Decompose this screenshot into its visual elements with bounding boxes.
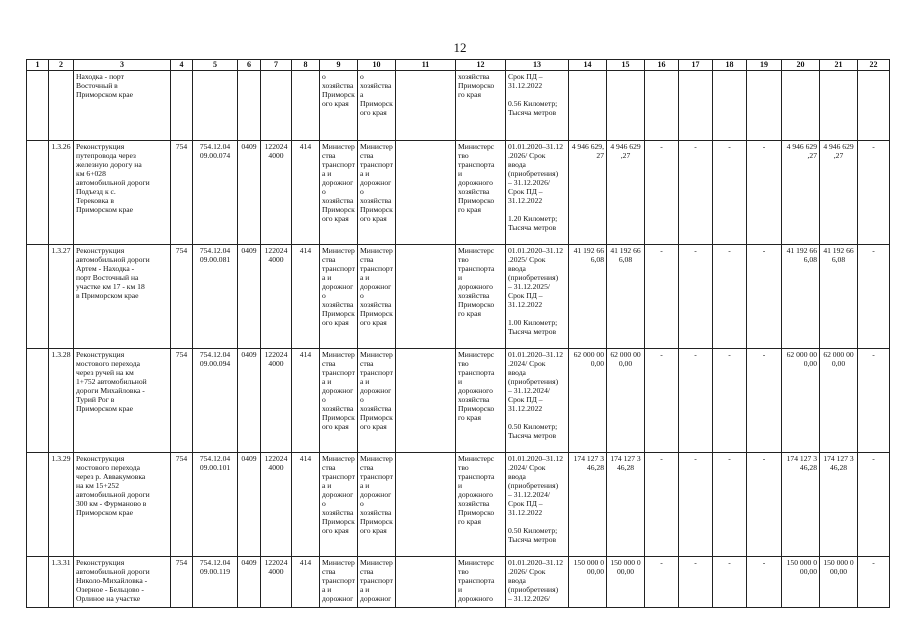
table-cell	[74, 349, 171, 453]
cell-text: о хозяйства Приморск ого края	[322, 72, 355, 108]
cell-text: Министер ства транспорт а и дорожног о хозяйства Приморск ого края	[322, 350, 355, 431]
table-cell	[858, 453, 890, 557]
cell-text: 122024 4000	[264, 246, 288, 264]
table-cell	[27, 141, 49, 245]
cell-text: 1.3.26	[51, 142, 71, 151]
investment-table	[26, 59, 890, 608]
table-cell	[679, 141, 713, 245]
cell-text: -	[694, 142, 697, 151]
table-cell	[456, 349, 506, 453]
table-cell	[820, 71, 858, 141]
cell-text: 1.3.29	[51, 454, 71, 463]
cell-text: 0409	[241, 246, 257, 255]
cell-text: -	[762, 454, 766, 463]
cell-text: -	[728, 142, 731, 151]
table-cell	[396, 71, 456, 141]
table-cell	[858, 71, 890, 141]
cell-text: 01.01.2020–31.12 .2025/ Срок ввода (приобретения) – 31.12.2025/ Срок ПД – 31.12.2022 1.00 Километр; Тысяча метров	[508, 246, 564, 336]
cell-text: -	[872, 454, 875, 463]
table-cell	[713, 557, 747, 608]
table-cell	[49, 71, 74, 141]
table-cell	[396, 245, 456, 349]
table-cell	[74, 453, 171, 557]
table-cell	[607, 245, 645, 349]
cell-text: -	[872, 350, 875, 359]
table-cell	[820, 141, 858, 245]
cell-text: -	[728, 246, 731, 255]
table-cell	[358, 71, 396, 141]
cell-text: -	[694, 246, 697, 255]
cell-text: -	[872, 246, 875, 255]
column-header: 18	[713, 60, 747, 71]
table-cell	[645, 349, 679, 453]
table-cell	[261, 71, 292, 141]
cell-text: -	[728, 454, 731, 463]
cell-text: 122024 4000	[264, 142, 288, 160]
cell-text: Министер ства транспорт а и дорожног	[322, 558, 355, 603]
cell-text: 4 946 629 ,27	[786, 142, 817, 160]
table-cell	[679, 453, 713, 557]
cell-text: 754	[175, 454, 188, 463]
table-cell	[607, 349, 645, 453]
table-cell	[506, 349, 569, 453]
table-cell	[747, 245, 782, 349]
column-header: 2	[49, 60, 74, 71]
table-cell	[171, 71, 193, 141]
cell-text: -	[660, 142, 663, 151]
table-cell	[27, 245, 49, 349]
cell-text: 414	[299, 454, 312, 463]
cell-text: 754.12.04 09.00.074	[199, 142, 231, 160]
column-header: 20	[782, 60, 820, 71]
table-cell	[292, 141, 320, 245]
cell-text: 754.12.04 09.00.101	[199, 454, 231, 472]
table-cell	[679, 349, 713, 453]
table-cell	[27, 71, 49, 141]
table-row	[27, 349, 890, 453]
cell-text: Срок ПД – 31.12.2022 0.56 Километр; Тысяча метров	[508, 72, 558, 117]
table-cell	[27, 557, 49, 608]
table-cell	[607, 141, 645, 245]
table-cell	[238, 349, 261, 453]
table-cell	[292, 557, 320, 608]
table-cell	[292, 245, 320, 349]
column-header: 12	[456, 60, 506, 71]
table-cell	[27, 453, 49, 557]
table-cell	[193, 141, 238, 245]
table-cell	[320, 349, 358, 453]
table-cell	[506, 71, 569, 141]
cell-text: Министер ства транспорт а и дорожног	[360, 558, 393, 603]
table-cell	[292, 453, 320, 557]
table-cell	[569, 349, 607, 453]
cell-text: 41 192 66 6,08	[823, 246, 854, 264]
column-number-row	[27, 60, 890, 71]
table-cell	[193, 245, 238, 349]
column-header: 22	[858, 60, 890, 71]
cell-text: 4 946 629, 27	[571, 142, 604, 160]
table-cell	[782, 453, 820, 557]
table-cell	[713, 141, 747, 245]
cell-text: 414	[299, 558, 312, 567]
table-cell	[49, 453, 74, 557]
table-cell	[358, 453, 396, 557]
table-cell	[569, 453, 607, 557]
table-cell	[747, 453, 782, 557]
table-cell	[782, 349, 820, 453]
cell-text: -	[872, 142, 875, 151]
table-cell	[27, 349, 49, 453]
cell-text: 01.01.2020–31.12 .2026/ Срок ввода (приобретения) – 31.12.2026/	[508, 558, 564, 603]
cell-text: 62 000 00 0,00	[573, 350, 604, 368]
column-header: 7	[261, 60, 292, 71]
table-cell	[858, 245, 890, 349]
table-cell	[456, 245, 506, 349]
column-header: 3	[74, 60, 171, 71]
table-cell	[320, 141, 358, 245]
table-cell	[782, 245, 820, 349]
cell-text: Министерс тво транспорта и дорожного хозяйства Приморско го края	[458, 350, 495, 422]
table-cell	[858, 349, 890, 453]
table-cell	[358, 245, 396, 349]
table-cell	[171, 245, 193, 349]
table-cell	[506, 245, 569, 349]
table-cell	[74, 245, 171, 349]
table-cell	[238, 453, 261, 557]
cell-text: 754.12.04 09.00.081	[199, 246, 231, 264]
cell-text: 122024 4000	[264, 558, 288, 576]
cell-text: 174 127 3 46,28	[573, 454, 604, 472]
table-cell	[747, 557, 782, 608]
cell-text: Министер ства транспорт а и дорожног о хозяйства Приморск ого края	[360, 142, 393, 223]
table-cell	[820, 453, 858, 557]
cell-text: 150 000 0 00,00	[573, 558, 604, 576]
table-cell	[238, 245, 261, 349]
cell-text: Министерс тво транспорта и дорожного хозяйства Приморско го края	[458, 142, 495, 214]
table-cell	[858, 557, 890, 608]
cell-text: 1.3.31	[51, 558, 71, 567]
table-cell	[747, 71, 782, 141]
cell-text: -	[728, 558, 731, 567]
table-cell	[456, 453, 506, 557]
cell-text: Министерс тво транспорта и дорожного	[458, 558, 495, 603]
cell-text: Министер ства транспорт а и дорожног о хозяйства Приморск ого края	[322, 142, 355, 223]
table-cell	[358, 141, 396, 245]
cell-text: 754.12.04 09.00.119	[199, 558, 231, 576]
column-header: 4	[171, 60, 193, 71]
table-cell	[569, 141, 607, 245]
cell-text: Министер ства транспорт а и дорожног о хозяйства Приморск ого края	[360, 454, 393, 535]
table-cell	[320, 557, 358, 608]
cell-text: Реконструкция мостового перехода через ручей на км 1+752 автомобильной дороги Михайловка - Турий Рог в Приморском крае	[76, 350, 147, 413]
column-header: 10	[358, 60, 396, 71]
table-row	[27, 453, 890, 557]
table-cell	[747, 349, 782, 453]
table-cell	[320, 71, 358, 141]
table-cell	[820, 245, 858, 349]
column-header: 9	[320, 60, 358, 71]
column-header: 8	[292, 60, 320, 71]
column-header: 15	[607, 60, 645, 71]
cell-text: -	[694, 350, 697, 359]
table-cell	[679, 71, 713, 141]
cell-text: -	[728, 350, 731, 359]
table-cell	[74, 71, 171, 141]
table-cell	[506, 557, 569, 608]
cell-text: 414	[299, 350, 312, 359]
table-cell	[569, 557, 607, 608]
cell-text: -	[762, 350, 766, 359]
cell-text: 150 000 0 00,00	[610, 558, 641, 576]
cell-text: -	[660, 246, 663, 255]
table-cell	[193, 349, 238, 453]
cell-text: 754	[175, 142, 188, 151]
cell-text: -	[872, 558, 875, 567]
cell-text: Реконструкция путепровода через железную дорогу на км 6+028 автомобильной дороги Подъезд к с. Терековка в Приморском крае	[76, 142, 150, 214]
cell-text: 0409	[241, 454, 257, 463]
column-header: 16	[645, 60, 679, 71]
table-cell	[820, 557, 858, 608]
table-cell	[713, 453, 747, 557]
table-cell	[261, 453, 292, 557]
cell-text: 414	[299, 142, 312, 151]
table-cell	[396, 141, 456, 245]
column-header: 17	[679, 60, 713, 71]
table-cell	[320, 453, 358, 557]
column-header: 11	[396, 60, 456, 71]
cell-text: -	[762, 246, 766, 255]
cell-text: 1.3.27	[51, 246, 71, 255]
table-cell	[679, 557, 713, 608]
table-cell	[193, 557, 238, 608]
cell-text: 754.12.04 09.00.094	[199, 350, 231, 368]
cell-text: 174 127 3 46,28	[823, 454, 854, 472]
cell-text: 414	[299, 246, 312, 255]
table-cell	[171, 557, 193, 608]
cell-text: Министер ства транспорт а и дорожног о хозяйства Приморск ого края	[360, 350, 393, 431]
table-cell	[49, 245, 74, 349]
table-cell	[645, 245, 679, 349]
cell-text: Министерс тво транспорта и дорожного хозяйства Приморско го края	[458, 454, 495, 526]
table-cell	[261, 245, 292, 349]
table-cell	[506, 141, 569, 245]
cell-text: -	[660, 350, 663, 359]
column-header: 1	[27, 60, 49, 71]
cell-text: Министерс тво транспорта и дорожного хозяйства Приморско го края	[458, 246, 495, 318]
table-cell	[782, 71, 820, 141]
table-cell	[645, 453, 679, 557]
table-cell	[607, 71, 645, 141]
cell-text: 174 127 3 46,28	[786, 454, 817, 472]
cell-text: 4 946 629 ,27	[610, 142, 641, 160]
cell-text: 01.01.2020–31.12 .2024/ Срок ввода (приобретения) – 31.12.2024/ Срок ПД – 31.12.2022 0.50 Километр; Тысяча метров	[508, 454, 564, 544]
cell-text: Министер ства транспорт а и дорожног о хозяйства Приморск ого края	[322, 246, 355, 327]
table-cell	[396, 557, 456, 608]
table-cell	[261, 349, 292, 453]
table-cell	[171, 453, 193, 557]
table-cell	[607, 453, 645, 557]
cell-text: 150 000 0 00,00	[786, 558, 817, 576]
table-cell	[456, 557, 506, 608]
table-cell	[506, 453, 569, 557]
cell-text: 174 127 3 46,28	[610, 454, 641, 472]
cell-text: Министер ства транспорт а и дорожног о хозяйства Приморск ого края	[360, 246, 393, 327]
cell-text: 122024 4000	[264, 454, 288, 472]
table-cell	[74, 557, 171, 608]
table-cell	[238, 71, 261, 141]
cell-text: -	[660, 558, 663, 567]
table-cell	[747, 141, 782, 245]
table-cell	[171, 349, 193, 453]
cell-text: о хозяйстваа Приморск ого края	[360, 72, 393, 117]
cell-text: Реконструкция мостового перехода через р. Аввакумовка на км 15+252 автомобильной дороги 300 км - Фурманово в Приморском крае	[76, 454, 150, 517]
cell-text: -	[762, 142, 766, 151]
table-cell	[49, 349, 74, 453]
cell-text: 754	[175, 558, 188, 567]
table-cell	[49, 141, 74, 245]
table-row	[27, 557, 890, 608]
table-cell	[193, 71, 238, 141]
cell-text: Находка - порт Восточный в Приморском крае	[76, 72, 134, 99]
table-cell	[456, 141, 506, 245]
table-cell	[679, 245, 713, 349]
cell-text: 754	[175, 350, 188, 359]
cell-text: Министер ства транспорт а и дорожног о хозяйства Приморск ого края	[322, 454, 355, 535]
table-cell	[396, 349, 456, 453]
column-header: 6	[238, 60, 261, 71]
table-cell	[358, 557, 396, 608]
table-cell	[456, 71, 506, 141]
table-cell	[645, 141, 679, 245]
column-header: 5	[193, 60, 238, 71]
table-row	[27, 141, 890, 245]
cell-text: 122024 4000	[264, 350, 288, 368]
table-cell	[358, 349, 396, 453]
cell-text: 01.01.2020–31.12 .2024/ Срок ввода (приобретения) – 31.12.2024/ Срок ПД – 31.12.2022 0.50 Километр; Тысяча метров	[508, 350, 564, 440]
cell-text: 150 000 0 00,00	[823, 558, 854, 576]
table-row	[27, 245, 890, 349]
cell-text: 0409	[241, 558, 257, 567]
cell-text: 0409	[241, 350, 257, 359]
cell-text: Реконструкция автомобильной дороги Николо-Михайловка - Озерное - Бельцово - Орлиное на участке	[76, 558, 150, 603]
cell-text: -	[762, 558, 766, 567]
table-cell	[713, 71, 747, 141]
table-cell	[238, 141, 261, 245]
table-cell	[782, 557, 820, 608]
table-row	[27, 71, 890, 141]
cell-text: 62 000 00 0,00	[823, 350, 854, 368]
cell-text: 41 192 66 6,08	[610, 246, 641, 264]
table-cell	[193, 453, 238, 557]
table-cell	[858, 141, 890, 245]
column-header: 13	[506, 60, 569, 71]
table-cell	[713, 245, 747, 349]
table-cell	[713, 349, 747, 453]
table-cell	[292, 71, 320, 141]
table-cell	[569, 245, 607, 349]
cell-text: -	[694, 558, 697, 567]
cell-text: 1.3.28	[51, 350, 71, 359]
column-header: 14	[569, 60, 607, 71]
column-header: 21	[820, 60, 858, 71]
table-cell	[292, 349, 320, 453]
cell-text: 0409	[241, 142, 257, 151]
table-cell	[820, 349, 858, 453]
column-header: 19	[747, 60, 782, 71]
table-cell	[645, 557, 679, 608]
cell-text: Реконструкция автомобильной дороги Артем - Находка - порт Восточный на участке км 17 - км 18 в Приморском крае	[76, 246, 150, 300]
cell-text: 62 000 00 0,00	[786, 350, 817, 368]
table-cell	[171, 141, 193, 245]
table-cell	[74, 141, 171, 245]
table-cell	[569, 71, 607, 141]
table-cell	[238, 557, 261, 608]
cell-text: -	[694, 454, 697, 463]
cell-text: 01.01.2020–31.12 .2026/ Срок ввода (приобретения) – 31.12.2026/ Срок ПД – 31.12.2022 1.20 Километр; Тысяча метров	[508, 142, 564, 232]
page-number: 12	[453, 40, 467, 55]
table-cell	[396, 453, 456, 557]
table-cell	[261, 141, 292, 245]
table-cell	[645, 71, 679, 141]
table-cell	[261, 557, 292, 608]
cell-text: хозяйства Приморско го края	[458, 72, 495, 99]
cell-text: 41 192 66 6,08	[786, 246, 817, 264]
table-cell	[607, 557, 645, 608]
cell-text: 754	[175, 246, 188, 255]
cell-text: -	[660, 454, 663, 463]
table-cell	[320, 245, 358, 349]
cell-text: 41 192 66 6,08	[573, 246, 604, 264]
table-cell	[49, 557, 74, 608]
cell-text: 62 000 00 0,00	[610, 350, 641, 368]
table-cell	[782, 141, 820, 245]
cell-text: 4 946 629 ,27	[823, 142, 854, 160]
